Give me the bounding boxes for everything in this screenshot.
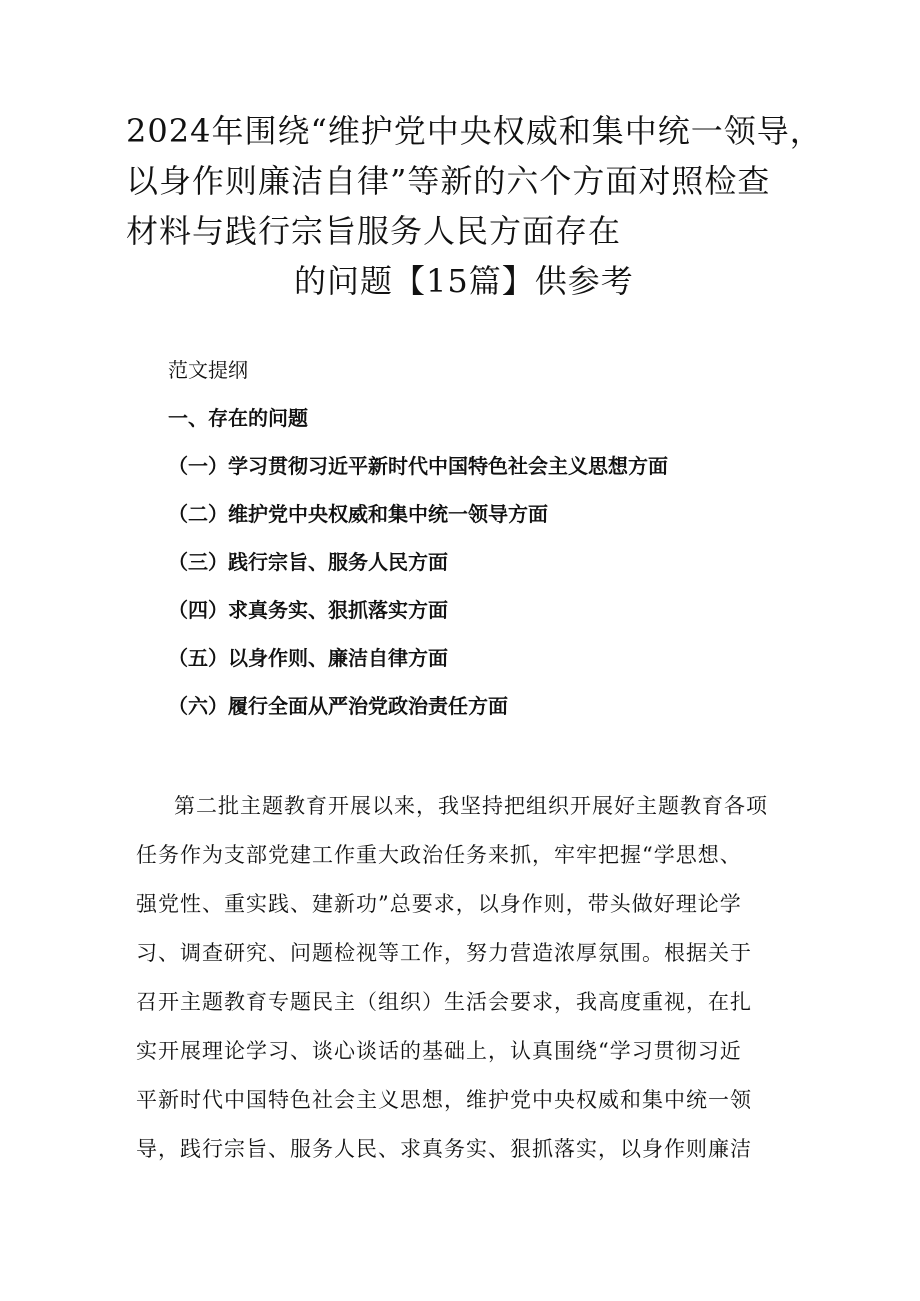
title-line: 以身作则廉洁自律”等新的六个方面对照检查 [126, 162, 771, 200]
outline-item: （四）求真务实、狠抓落实方面 [168, 598, 448, 622]
paragraph-line: 强党性、重实践、建新功”总要求，以身作则，带头做好理论学 [136, 892, 742, 916]
paragraph-line: 平新时代中国特色社会主义思想，维护党中央权威和集中统一领 [136, 1088, 752, 1112]
paragraph-line: 实开展理论学习、谈心谈话的基础上，认真围绕“学习贯彻习近 [136, 1039, 742, 1063]
outline-item: （五）以身作则、廉洁自律方面 [168, 646, 448, 670]
title-line: 的问题【15篇】供参考 [294, 262, 634, 300]
paragraph-line: 习、调查研究、问题检视等工作，努力营造浓厚氛围。根据关于 [136, 941, 752, 965]
paragraph-line: 导，践行宗旨、服务人民、求真务实、狠抓落实，以身作则廉洁 [136, 1137, 752, 1161]
paragraph-line: 任务作为支部党建工作重大政治任务来抓，牢牢把握“学思想、 [136, 843, 742, 867]
outline-item: （三）践行宗旨、服务人民方面 [168, 550, 448, 574]
body-paragraph [136, 782, 796, 1174]
document-title [126, 106, 823, 306]
outline-label: 范文提纲 [168, 358, 248, 382]
outline-section [168, 350, 808, 734]
title-line: 材料与践行宗旨服务人民方面存在 [126, 212, 622, 250]
outline-item: （一）学习贯彻习近平新时代中国特色社会主义思想方面 [168, 454, 668, 478]
outline-heading: 一、存在的问题 [168, 406, 308, 430]
outline-item: （六）履行全面从严治党政治责任方面 [168, 694, 508, 718]
title-line: 2024年围绕“维护党中央权威和集中统一领导， [126, 112, 823, 150]
paragraph-line: 召开主题教育专题民主（组织）生活会要求，我高度重视，在扎 [136, 990, 752, 1014]
outline-item: （二）维护党中央权威和集中统一领导方面 [168, 502, 548, 526]
paragraph-line: 第二批主题教育开展以来，我坚持把组织开展好主题教育各项 [174, 794, 768, 818]
